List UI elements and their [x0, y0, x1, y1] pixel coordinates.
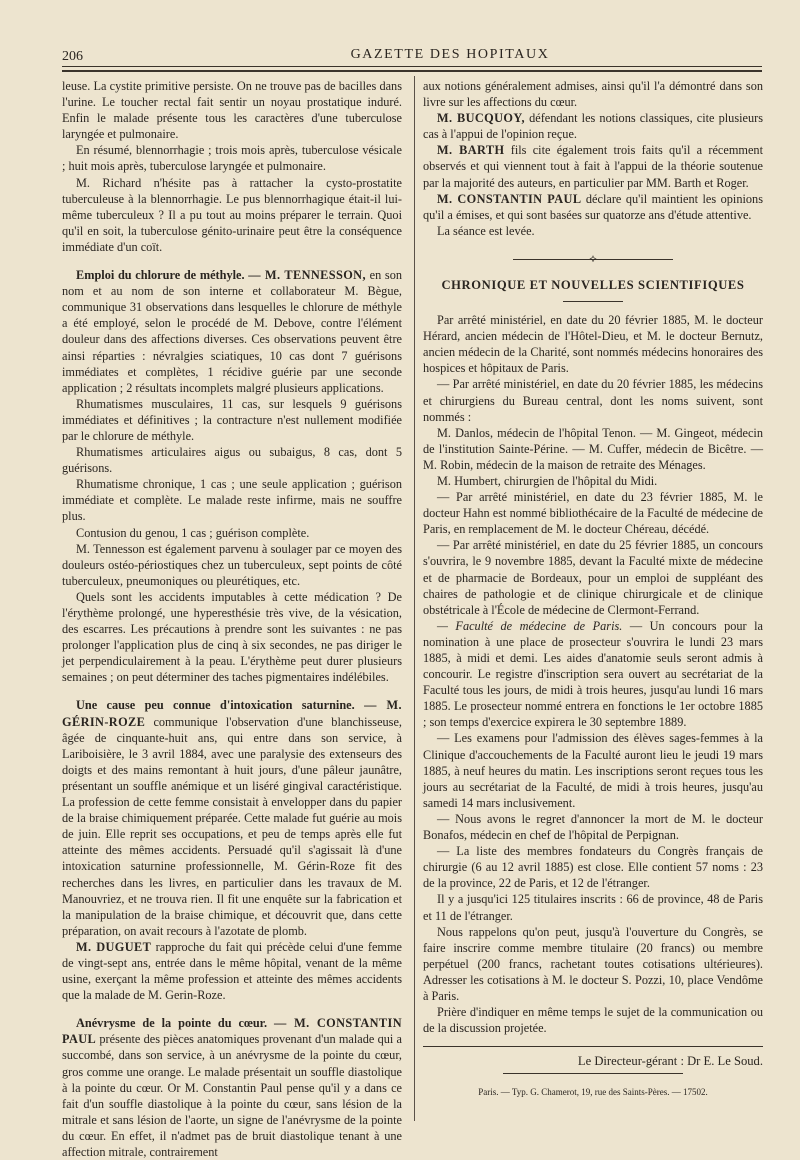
author-name: — M. CONSTANTIN PAUL: [62, 1016, 402, 1047]
paragraph: Rhumatisme chronique, 1 cas ; une seule application ; guérison immédiate et complète. Le malade reste infirme, mais ne souffre plus.: [62, 477, 402, 524]
paragraph: Contusion du genou, 1 cas ; guérison complète.: [76, 525, 310, 540]
left-column: [62, 78, 402, 1160]
paragraph: — Par arrêté ministériel, en date du 23 février 1885, M. le docteur Hahn est nommé bibliothécaire de la Faculté de médecine de Paris, en remplacement de M. le docteur Chéreau, décédé.: [423, 490, 763, 537]
paragraph: Rhumatismes musculaires, 11 cas, sur lesquels 9 guérisons immédiates et définitives ; la contracture n'est nullement modifiée par le chlorure de méthyle.: [62, 396, 402, 443]
paragraph-text: déclare qu'il maintient les opinions qu'il a émises, et qui sont basées sur quatorze ans d'étude attentive.: [423, 191, 763, 222]
paragraph: En résumé, blennorrhagie ; trois mois après, tuberculose vésicale ; huit mois après, tuberculose laryngée et pulmonaire.: [62, 143, 402, 174]
author-name: M. BARTH: [437, 143, 505, 158]
paragraph: M. Tennesson est également parvenu à soulager par ce moyen des douleurs ostéo-périostiques chez un tuberculeux, sept points de côté tuberculeux, pneumoniques ou pleurétiques, etc.: [62, 541, 402, 588]
paragraph-text: — Un concours pour la nomination à une place de prosecteur s'ouvrira le lundi 23 mars 1885, à midi et demi. Les aides d'anatomie seuls seront admis à concourir. Le registre d'inscription sera ouvert au secrétariat de la Faculté tous les jours, de midi à trois heures, jusqu'au lundi 16 mars 1885. Le prosecteur nommé entrera en fonctions le 1er octobre 1885 ; son temps d'exercice expirera le 30 septembre 1889.: [423, 618, 763, 730]
section-heading: Anévrysme de la pointe du cœur.: [76, 1016, 268, 1031]
faculte-paragraph: [423, 618, 763, 731]
paragraph-text: rapproche du fait qui précède celui d'une femme de vingt-sept ans, entrée dans le même hôpital, venant de la même usine, exerçant la même profession et atteinte des mêmes accidents que la malade de M. Gerin-Roze.: [62, 939, 402, 1003]
section-anevrysme-intro: [62, 1015, 402, 1160]
duguet-paragraph: [62, 939, 402, 1003]
author-name: M. DUGUET: [76, 939, 152, 954]
paragraph: Il y a jusqu'ici 125 titulaires inscrits : 66 de province, 48 de Paris et 11 de l'étranger.: [423, 892, 763, 923]
imprint-rule: [503, 1073, 683, 1074]
paragraph: Quels sont les accidents imputables à cette médication ? De l'érythème prolongé, une hyperesthésie très vive, de la vésication, des escarres. Les précautions à prendre sont les suivantes : ne pas prolonger l'application plus de cinq à six secondes, ne pas diriger le jet perpendiculairement à la peau. L'érythème peut durer plusieurs semaines ; on peut déterminer des taches pigmentaires indélébiles.: [62, 589, 402, 685]
signature-rule: [423, 1046, 763, 1047]
closing-line: La séance est levée.: [437, 223, 535, 238]
cpaul-paragraph: [423, 191, 763, 223]
barth-paragraph: [423, 142, 763, 190]
ornament-icon: ⟡: [589, 252, 597, 265]
paragraph-text: en son nom et au nom de son interne et collaborateur M. Bègue, communique 31 observations dans lesquelles le chlorure de méthyle a été employé, selon le procédé de M. Debove, contre l'élément douleur dans des affections diverses. Ces observations peuvent être ainsi réparties : névralgies sciatiques, 10 cas dont 7 guérisons immédiates et complètes, 1 récidive guérie par une seconde application ; 2 résultats incomplets malgré plusieurs applications.: [62, 268, 402, 395]
section-divider: [423, 249, 763, 271]
column-separator: [414, 76, 415, 1121]
section-heading: Une cause peu connue d'intoxication saturnine.: [76, 698, 355, 713]
paragraph: — Nous avons le regret d'annoncer la mort de M. le docteur Bonafos, médecin en chef de l'hôpital de Perpignan.: [423, 811, 763, 843]
author-name: — M. TENNESSON,: [248, 268, 366, 283]
chronique-title: CHRONIQUE ET NOUVELLES SCIENTIFIQUES: [441, 277, 745, 292]
paragraph: leuse. La cystite primitive persiste. On ne trouve pas de bacilles dans l'urine. Le toucher rectal fait sentir un noyau prostatique induré. Enfin le malade présente tous les caractères d'une tuberculose laryngée et pulmonaire.: [62, 79, 402, 142]
paragraph: — Par arrêté ministériel, en date du 20 février 1885, les médecins et chirurgiens du Bureau central, dont les noms suivent, sont nommés :: [423, 377, 763, 424]
paragraph-text: fils cite également trois faits qu'il a récemment observés et qui viennent tout à fait à l'appui de la théorie soutenue par la majorité des auteurs, en particulier par MM. Barth et Roger.: [423, 143, 763, 190]
paragraph: Prière d'indiquer en même temps le sujet de la communication ou de la discussion projetée.: [423, 1005, 763, 1036]
paragraph: M. Danlos, médecin de l'hôpital Tenon. — M. Gingeot, médecin de l'institution Sainte-Périne. — M. Cuffer, médecin de Bicêtre. — M. Robin, médecin de la maison de retraite des Ménages.: [423, 425, 763, 472]
author-name: — M. GÉRIN-ROZE: [62, 698, 403, 729]
author-name: M. BUCQUOY,: [437, 111, 525, 126]
header-rule-thin: [62, 66, 762, 67]
bucquoy-paragraph: [423, 110, 763, 142]
paragraph: — Par arrêté ministériel, en date du 25 février 1885, un concours s'ouvrira, le 9 novembre 1885, devant la Faculté mixte de médecine et de pharmacie de Bordeaux, pour un emploi de suppléant des chaires de pathologie et de clinique chirurgicale et de clinique obstétricale à l'École de médecine de Clermont-Ferrand.: [423, 538, 763, 617]
author-name: M. CONSTANTIN PAUL: [437, 191, 582, 206]
header-rule-thick: [62, 70, 762, 72]
section-heading: Emploi du chlorure de méthyle.: [76, 268, 245, 283]
imprint: Paris. — Typ. G. Chamerot, 19, rue des Saints-Pères. — 17502.: [478, 1087, 708, 1098]
faculte-label: — Faculté de médecine de Paris.: [437, 618, 623, 633]
signature: Le Directeur-gérant : Dr E. Le Soud.: [577, 1054, 763, 1069]
paragraph: Rhumatismes articulaires aigus ou subaigus, 8 cas, dont 5 guérisons.: [62, 445, 402, 476]
right-column: [423, 78, 763, 1100]
section-methyle-intro: [62, 267, 402, 396]
paragraph: — Les examens pour l'admission des élèves sages-femmes à la Clinique d'accouchements de la Faculté auront lieu le jeudi 19 mars 1885, à neuf heures du matin. Les inscriptions seront reçues tous les jours au secrétariat de la Faculté, de midi à trois heures, jusqu'au samedi 14 mars inclusivement.: [423, 731, 763, 810]
paragraph: M. Humbert, chirurgien de l'hôpital du Midi.: [437, 473, 658, 488]
paragraph: Nous rappelons qu'on peut, jusqu'à l'ouverture du Congrès, se faire inscrire comme membre titulaire (20 francs) ou membre perpétuel (200 francs, rachetant toutes cotisations ultérieures). Adresser les cotisations à M. le docteur S. Pozzi, 10, place Vendôme à Paris.: [423, 924, 763, 1003]
paragraph-text: présente des pièces anatomiques provenant d'un malade qui a succombé, dans son service, à un anévrysme de la pointe du cœur, gros comme une orange. Le malade présentait un souffle diastolique à la pointe du cœur. Or M. Constantin Paul pense qu'il y a dans ce fait d'un souffle diastolique à la pointe du cœur, sans lésion de la mitrale et sans lésion de l'aorte, un signe de l'anévrysme de la pointe du cœur. En effet, il n'admet pas de bruit diastolique tenant à une affection mitrale, contrairement: [62, 1032, 402, 1159]
paragraph-text: communique l'observation d'une blanchisseuse, âgée de cinquante-huit ans, qui entre dans son service, à Lariboisière, le 3 avril 1884, avec une paralysie des extenseurs des doigts et des mains remontant à huit jours, d'une pâleur jaunâtre, présentant un souffle anémique et un liséré gingival caractéristique. La profession de cette femme consistait à envelopper dans du papier de la braise chimiquement préparée. Cette malade fut guérie au mois de juin. Elle reprit ses occupations, et peu de temps après elle fut atteinte des mêmes accidents. Persuadé qu'il s'agissait là d'une intoxication saturnine professionnelle, M. Gérin-Roze fit des recherches dans les livres, en particulier dans les travaux de M. Manouvriez, et ne trouva rien. Il fit une enquête sur la fabrication et la manipulation de la braise chimique, et découvrit que, dans cette préparation, on avait recours à l'azotate de plomb.: [62, 714, 402, 938]
section-saturnine-intro: [62, 697, 402, 938]
paragraph-text: défendant les notions classiques, cite plusieurs cas à l'appui de l'opinion reçue.: [423, 111, 764, 142]
title-underline: [563, 301, 623, 302]
paragraph: aux notions généralement admises, ainsi qu'il l'a démontré dans son livre sur les affections du cœur.: [423, 79, 763, 110]
paragraph: M. Richard n'hésite pas à rattacher la cysto-prostatite tuberculeuse à la blennorrhagie. Le pus blennorrhagique était-il lui-même tuberculeux ? Il a pu tout au moins préparer le terrain. Quoi qu'il en soit, la tuberculose génito-urinaire peut être la conséquence immédiate d'un coït.: [62, 175, 402, 254]
page-number: 206: [62, 49, 83, 64]
paragraph: — La liste des membres fondateurs du Congrès français de chirurgie (6 au 12 avril 1885) est close. Elle contient 57 noms : 23 de la province, 22 de Paris, et 12 de l'étranger.: [423, 844, 763, 891]
running-title: GAZETTE DES HOPITAUX: [350, 47, 550, 62]
paragraph: Par arrêté ministériel, en date du 20 février 1885, M. le docteur Hérard, ancien médecin de l'Hôtel-Dieu, et M. le docteur Bernutz, ancien médecin de la Charité, sont nommés médecins honoraires des hospices et hôpitaux de Paris.: [423, 313, 763, 376]
